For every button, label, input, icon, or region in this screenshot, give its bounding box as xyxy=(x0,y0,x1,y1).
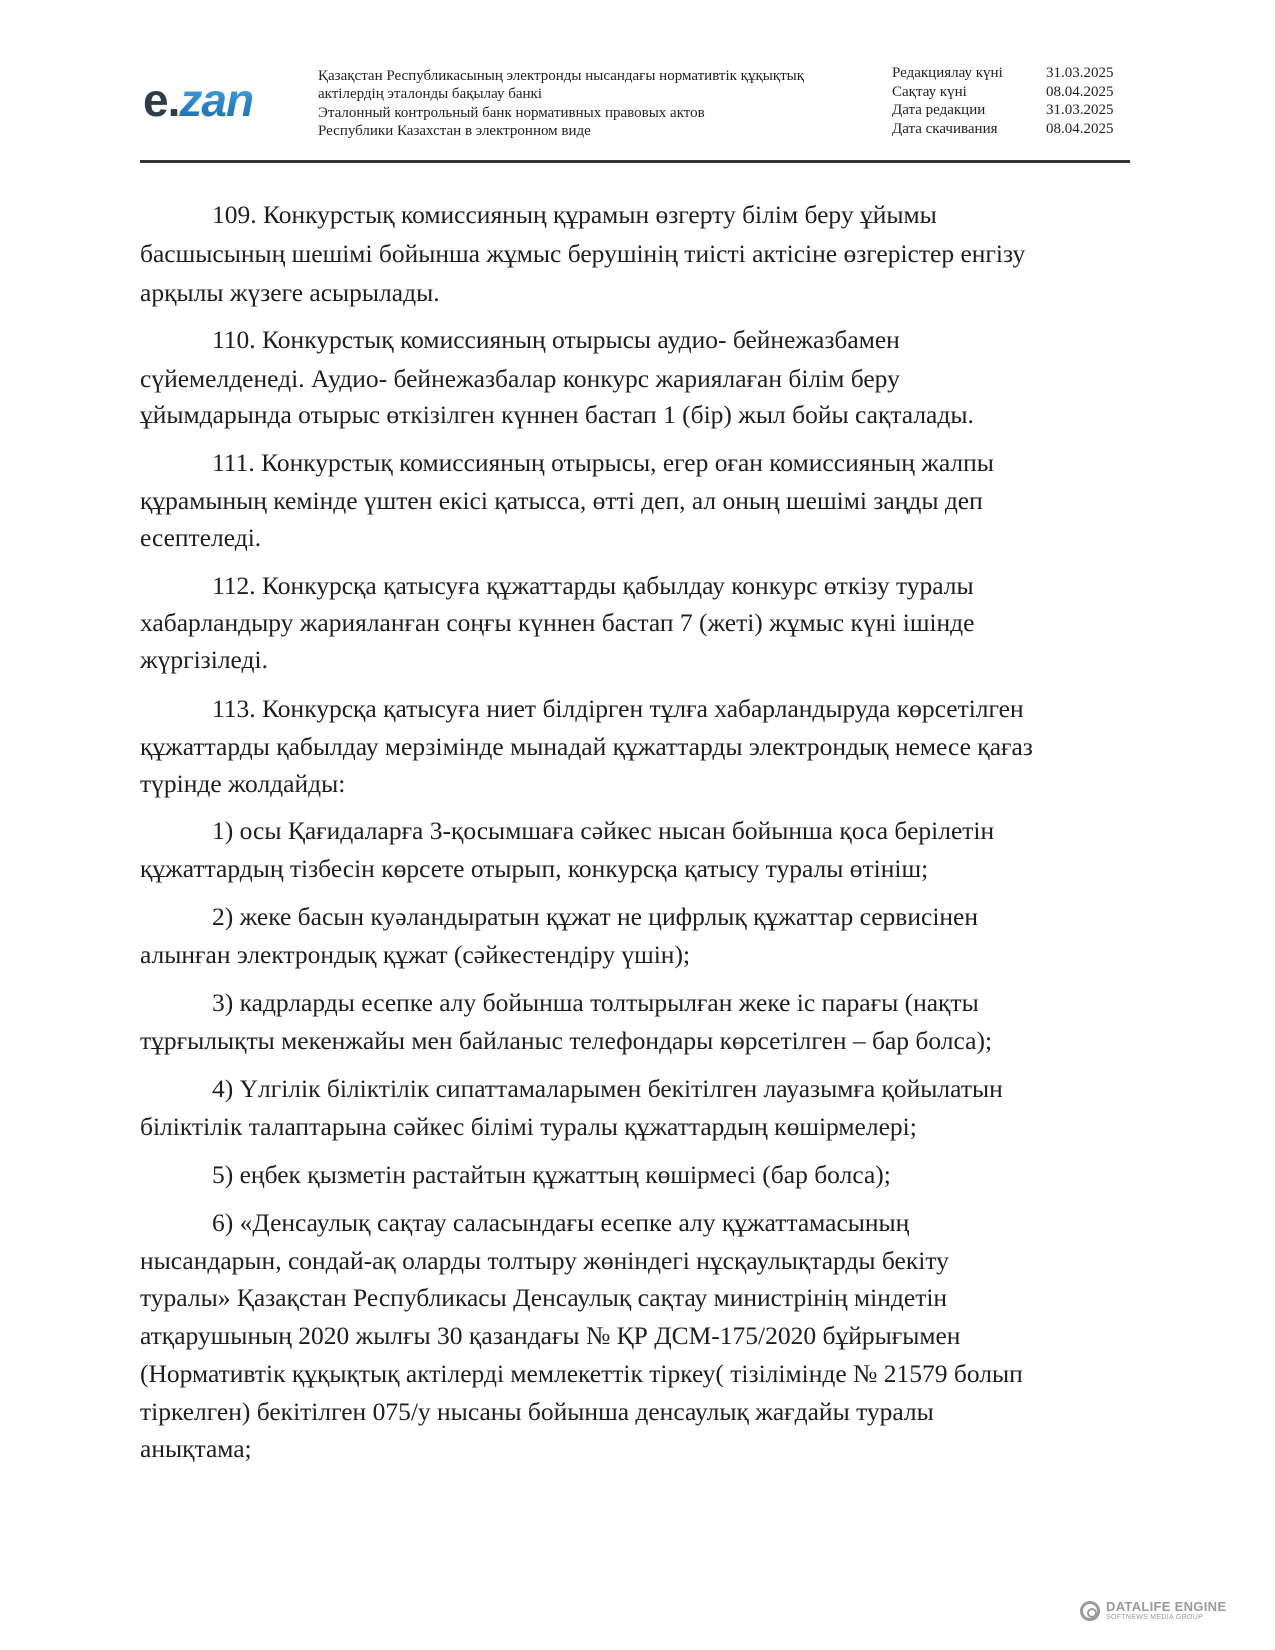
header-description xyxy=(318,67,804,140)
paragraph-109-line: басшысының шешімі бойынша жұмыс берушінің тиісті актісіне өзгерістер енгізу xyxy=(140,239,1026,268)
paragraph-112-line: жүргізіледі. xyxy=(140,645,268,674)
paragraph-110-line: ұйымдарында отырыс өткізілген күннен бастап 1 (бір) жыл бойы сақталады. xyxy=(140,400,974,429)
paragraph-112-line: 112. Конкурсқа қатысуға құжаттарды қабылдау конкурс өткізу туралы xyxy=(212,571,974,600)
datalife-engine-watermark xyxy=(1080,1600,1226,1622)
meta-label: Дата скачивания xyxy=(892,121,998,138)
list-item-6-line: анықтама; xyxy=(140,1434,252,1463)
paragraph-109-line: 109. Конкурстық комиссияның құрамын өзгерту білім беру ұйымы xyxy=(212,200,937,229)
paragraph-111-line: 111. Конкурстық комиссияның отырысы, егер оған комиссияның жалпы xyxy=(212,448,994,477)
paragraph-109-line: арқылы жүзеге асырылады. xyxy=(140,278,440,307)
list-item-4-line: 4) Үлгілік біліктілік сипаттамаларымен бекітілген лауазымға қойылатын xyxy=(212,1074,1003,1103)
paragraph-113-line: түрінде жолдайды: xyxy=(140,769,346,798)
meta-value: 31.03.2025 xyxy=(1046,65,1114,81)
header-description-line: актілердің эталонды бақылау банкі xyxy=(318,86,542,103)
list-item-6-line: нысандарын, сондай-ақ оларды толтыру жөніндегі нұсқаулықтарды бекіту xyxy=(140,1246,949,1275)
watermark-title: DATALIFE ENGINE xyxy=(1106,1599,1227,1614)
ezan-logo xyxy=(143,75,253,125)
list-item-6-line: туралы» Қазақстан Республикасы Денсаулық сақтау министрінің міндетін xyxy=(140,1283,948,1312)
list-item-6-line: (Нормативтік құқықтық актілерді мемлекеттік тіркеу( тізілімінде № 21579 болып xyxy=(140,1359,1023,1388)
list-item-2-line: алынған электрондық құжат (сәйкестендіру үшін); xyxy=(140,940,691,969)
paragraph-111-line: есептеледі. xyxy=(140,523,262,552)
datalife-logo-icon xyxy=(1080,1601,1100,1621)
meta-label: Дата редакции xyxy=(892,102,986,119)
header-description-line: Эталонный контрольный банк нормативных правовых актов xyxy=(318,104,705,121)
paragraph-113-line: құжаттарды қабылдау мерзімінде мынадай құжаттарды электрондық немесе қағаз xyxy=(140,732,1033,761)
meta-row-download-date-ru xyxy=(892,120,1114,139)
list-item-6-line: 6) «Денсаулық сақтау саласындағы есепке алу құжаттамасының xyxy=(212,1208,910,1237)
list-item-6-line: тіркелген) бекітілген 075/у нысаны бойынша денсаулық жағдайы туралы xyxy=(140,1397,934,1426)
logo-dot: . xyxy=(167,74,180,126)
meta-label: Сақтау күні xyxy=(892,83,967,100)
list-item-3-line: тұрғылықты мекенжайы мен байланыс телефондары көрсетілген – бар болса); xyxy=(140,1026,993,1055)
logo-zan: zan xyxy=(179,74,254,126)
meta-row-save-date-kk xyxy=(892,83,1114,102)
list-item-3-line: 3) кадрларды есепке алу бойынша толтырылған жеке іс парағы (нақты xyxy=(212,988,979,1017)
meta-row-edit-date-kk xyxy=(892,64,1114,83)
paragraph-111-line: құрамының кемінде үштен екісі қатысса, өтті деп, ал оның шешімі заңды деп xyxy=(140,486,983,515)
watermark-text xyxy=(1106,1600,1226,1622)
meta-label: Редакциялау күні xyxy=(892,65,1003,81)
list-item-1-line: құжаттардың тізбесін көрсете отырып, конкурсқа қатысу туралы өтініш; xyxy=(140,854,929,883)
list-item-2-line: 2) жеке басын куәландыратын құжат не цифрлық құжаттар сервисінен xyxy=(212,902,979,931)
header-divider xyxy=(140,160,1130,163)
meta-value: 08.04.2025 xyxy=(1046,121,1114,138)
header-description-line: Республики Казахстан в электронном виде xyxy=(318,122,591,139)
header-description-line: Қазақстан Республикасының электронды нысандағы нормативтік құқықтық xyxy=(318,68,805,84)
header-meta xyxy=(892,64,1114,139)
list-item-6-line: атқарушының 2020 жылғы 30 қазандағы № ҚР ДСМ-175/2020 бұйрығымен xyxy=(140,1321,961,1350)
paragraph-113-line: 113. Конкурсқа қатысуға ниет білдірген тұлға хабарландыруда көрсетілген xyxy=(212,694,1024,723)
list-item-5-line: 5) еңбек қызметін растайтын құжаттың көшірмесі (бар болса); xyxy=(212,1160,891,1189)
paragraph-110-line: 110. Конкурстық комиссияның отырысы аудио- бейнежазбамен xyxy=(212,325,900,354)
logo-e: e xyxy=(143,74,168,126)
paragraph-110-line: сүйемелденеді. Аудио- бейнежазбалар конкурс жариялаған білім беру xyxy=(140,364,900,393)
paragraph-112-line: хабарландыру жарияланған соңғы күннен бастап 7 (жеті) жұмыс күні ішінде xyxy=(140,608,975,637)
meta-value: 31.03.2025 xyxy=(1046,102,1114,119)
meta-row-edit-date-ru xyxy=(892,101,1114,120)
list-item-1-line: 1) осы Қағидаларға 3-қосымшаға сәйкес нысан бойынша қоса берілетін xyxy=(212,816,995,845)
watermark-subtitle: SOFTNEWS MEDIA GROUP xyxy=(1106,1614,1204,1621)
list-item-4-line: біліктілік талаптарына сәйкес білімі туралы құжаттардың көшірмелері; xyxy=(140,1112,917,1141)
meta-value: 08.04.2025 xyxy=(1046,83,1114,100)
